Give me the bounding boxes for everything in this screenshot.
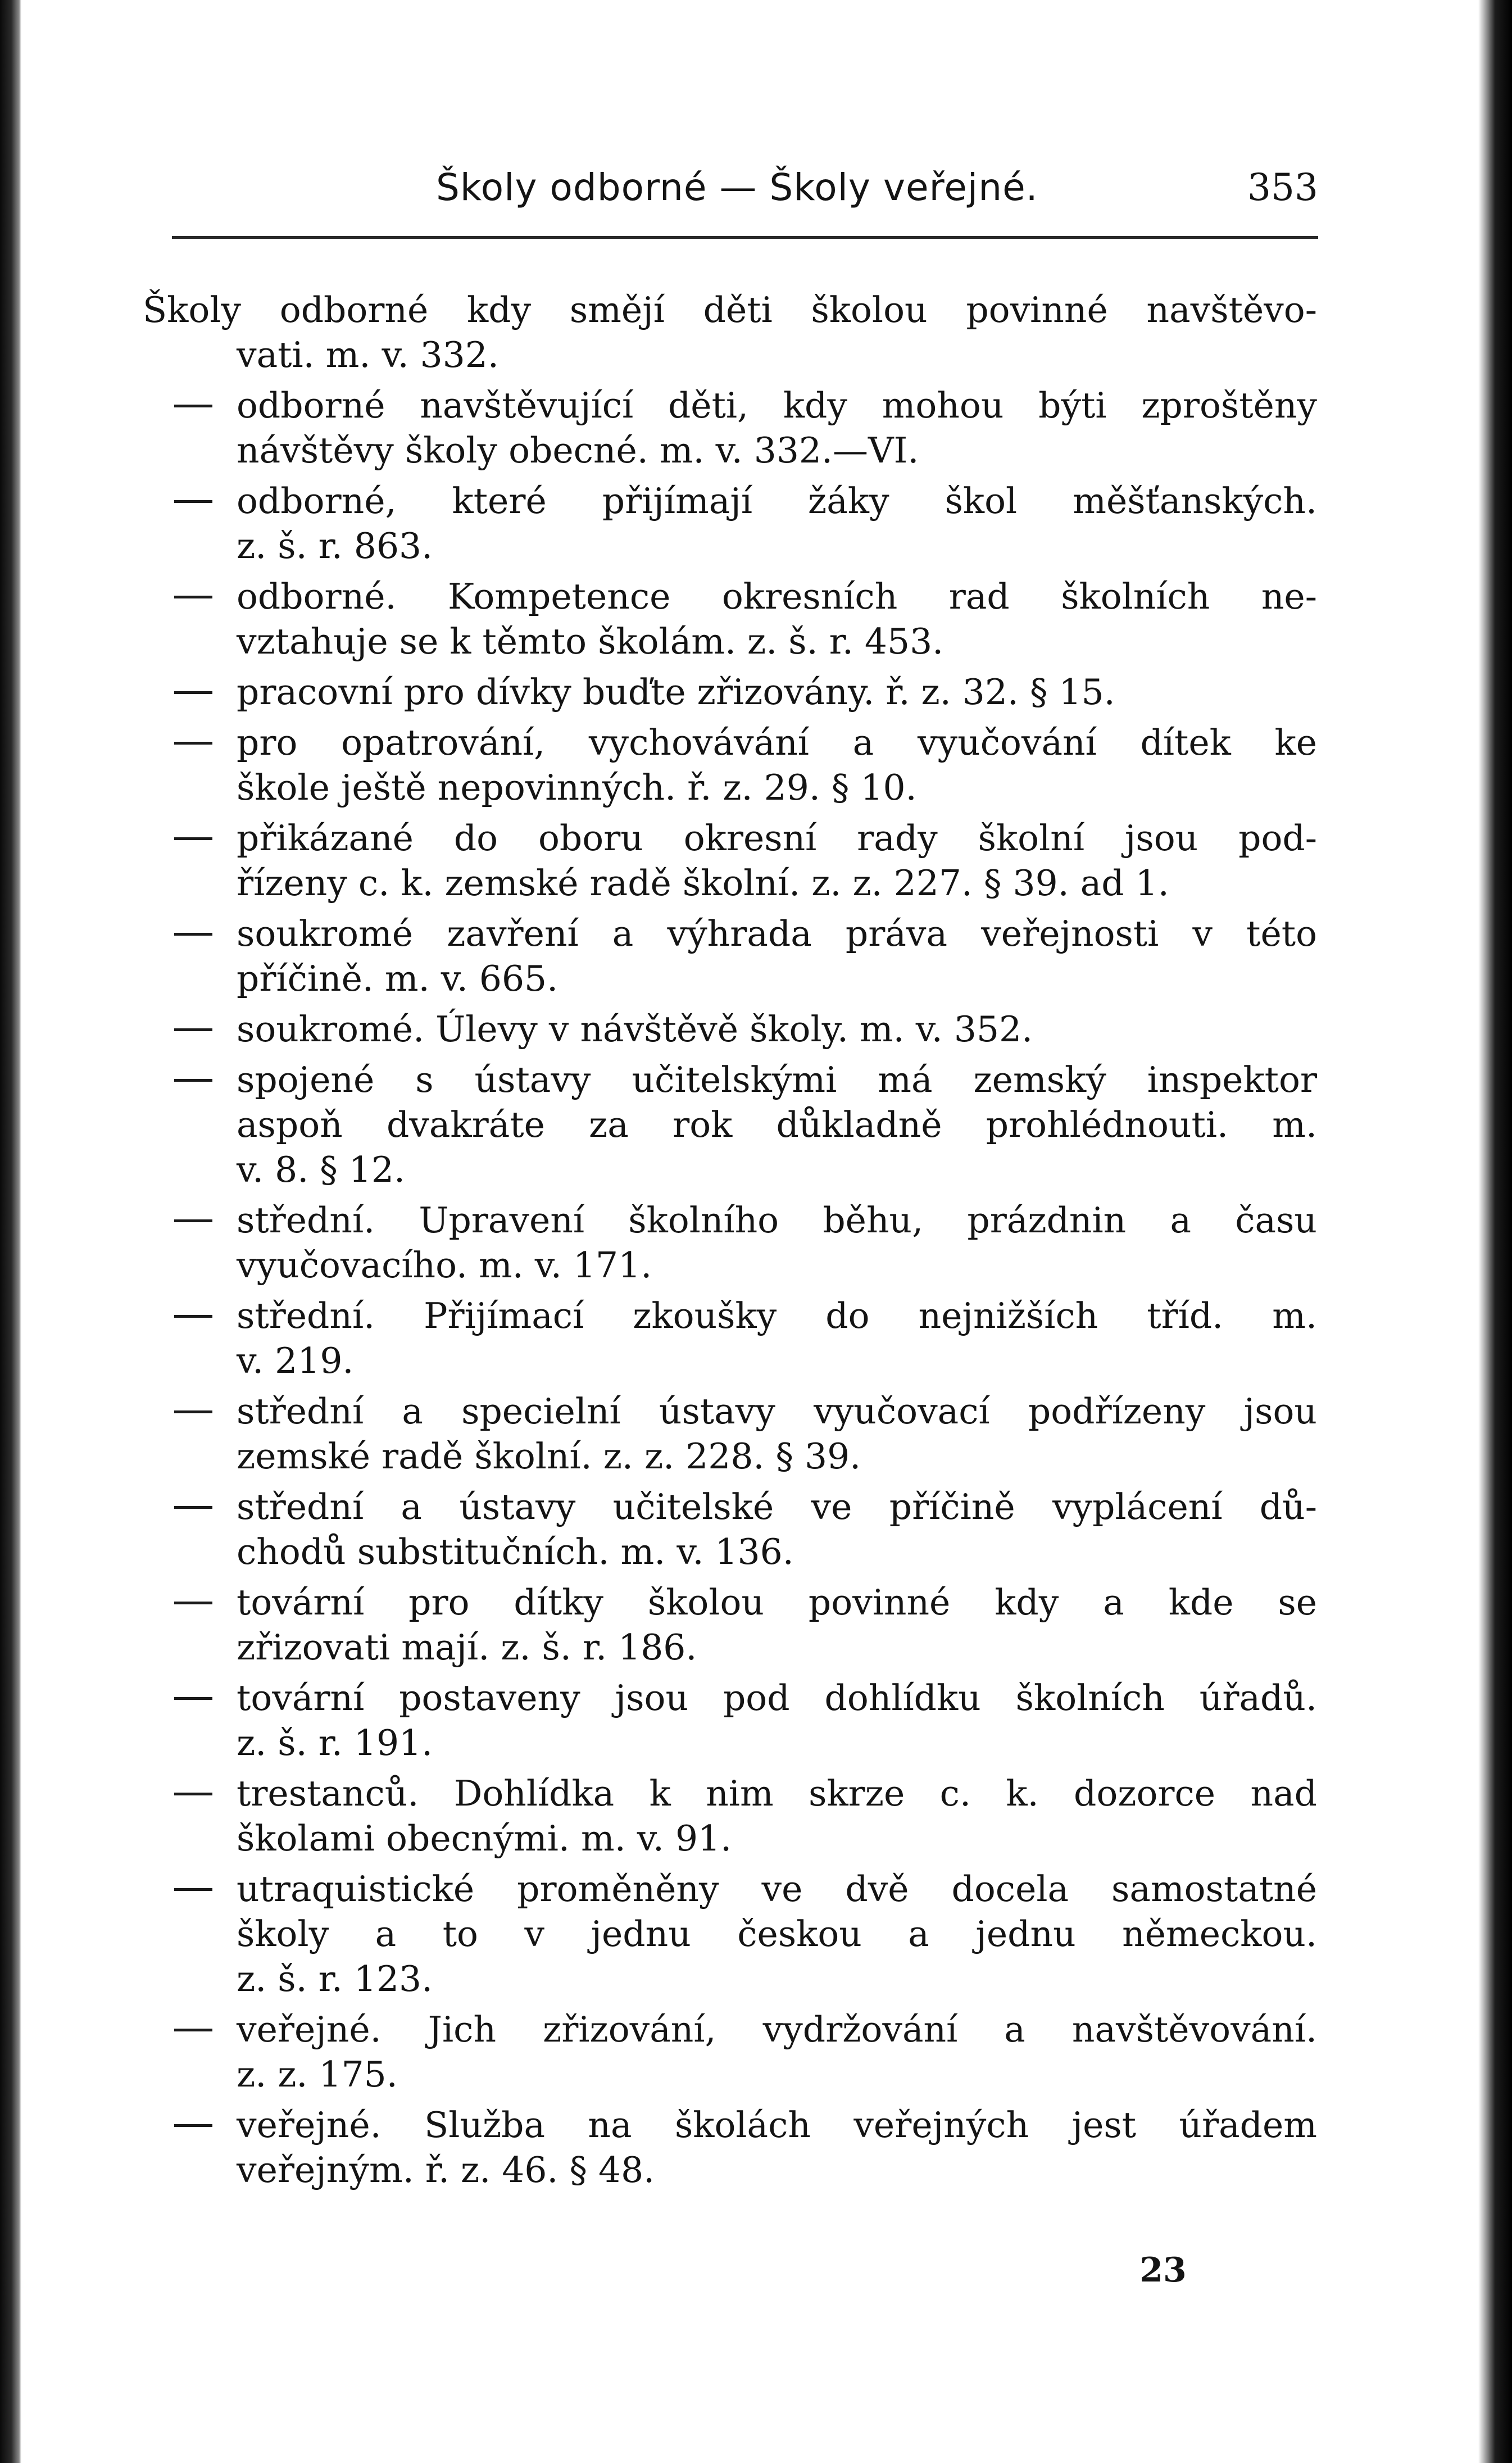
entry-line: řízeny c. k. zemské radě školní. z. z. 227. § 39. ad 1.: [237, 863, 1169, 904]
entry-dash: [174, 1793, 212, 1795]
entry-line: z. š. r. 863.: [237, 525, 433, 566]
index-entry: [0, 288, 1512, 378]
entry-line: z. š. r. 123.: [237, 1958, 433, 1999]
entry-line: spojené s ústavy učitelskými má zemský inspektor: [237, 1059, 1317, 1100]
entry-dash: [174, 1028, 212, 1031]
entry-dash: [174, 837, 212, 840]
entry-dash: [174, 1315, 212, 1318]
entry-dash: [174, 1506, 212, 1509]
header-rule: [172, 236, 1318, 239]
index-entry: [0, 2007, 1512, 2097]
entry-dash: [174, 405, 212, 407]
index-entry: [0, 574, 1512, 664]
index-entry: [0, 383, 1512, 473]
entry-line: střední. Upravení školního běhu, prázdnin a času: [237, 1200, 1317, 1241]
page-number: 353: [1247, 166, 1318, 209]
entry-line: utraquistické proměněny ve dvě docela samostatné: [237, 1868, 1317, 1909]
entry-line: vztahuje se k těmto školám. z. š. r. 453.: [237, 621, 944, 662]
index-entry: [0, 1389, 1512, 1479]
entry-dash: [174, 1697, 212, 1700]
entry-dash: [174, 1079, 212, 1082]
entry-dash: [174, 933, 212, 936]
entry-line: tovární pro dítky školou povinné kdy a kde se: [237, 1582, 1317, 1623]
entry-line: zřizovati mají. z. š. r. 186.: [237, 1627, 697, 1668]
entry-dash: [174, 1888, 212, 1891]
entry-line: odborné. Kompetence okresních rad školních ne-: [237, 576, 1317, 617]
entry-dash: [174, 742, 212, 745]
entry-dash: [174, 2029, 212, 2031]
entry-line: přikázané do oboru okresní rady školní jsou pod-: [237, 818, 1317, 859]
index-entry: [0, 1485, 1512, 1575]
entry-dash: [174, 691, 212, 694]
entry-line: z. š. r. 191.: [237, 1722, 433, 1763]
entry-line: vati. m. v. 332.: [237, 334, 499, 375]
index-entry: [0, 1294, 1512, 1384]
entry-line: veřejné. Jich zřizování, vydržování a navštěvování.: [237, 2009, 1317, 2050]
entry-line: odborné, které přijímají žáky škol měšťanských.: [237, 480, 1317, 521]
entry-line: pracovní pro dívky buďte zřizovány. ř. z. 32. § 15.: [237, 672, 1115, 713]
entry-line: střední. Přijímací zkoušky do nejnižších tříd. m.: [237, 1295, 1317, 1336]
entry-line: střední a specielní ústavy vyučovací podřízeny jsou: [237, 1391, 1317, 1432]
index-entry: [0, 1007, 1512, 1052]
entry-line: tovární postaveny jsou pod dohlídku školních úřadů.: [237, 1677, 1317, 1718]
index-entry: [0, 479, 1512, 569]
entry-dash: [174, 500, 212, 503]
entry-line: školy a to v jednu českou a jednu německou.: [237, 1913, 1317, 1954]
index-entry: [0, 1198, 1512, 1288]
entry-line: chodů substitučních. m. v. 136.: [237, 1531, 794, 1572]
index-entry: [0, 1867, 1512, 2002]
entry-dash: [174, 596, 212, 598]
index-entry: [0, 911, 1512, 1001]
entry-dash: [174, 1602, 212, 1604]
entry-dash: [174, 2124, 212, 2127]
entry-line: zemské radě školní. z. z. 228. § 39.: [237, 1436, 861, 1477]
entry-line: pro opatrování, vychovávání a vyučování dítek ke: [237, 722, 1317, 763]
signature-mark: 23: [1139, 2251, 1187, 2290]
entry-line: vyučovacího. m. v. 171.: [237, 1245, 652, 1286]
entry-line: školami obecnými. m. v. 91.: [237, 1818, 732, 1859]
entry-line: trestanců. Dohlídka k nim skrze c. k. dozorce nad: [237, 1773, 1317, 1814]
index-entry: [0, 670, 1512, 715]
entry-line: v. 8. § 12.: [237, 1149, 406, 1190]
entry-line: z. z. 175.: [237, 2054, 398, 2095]
entry-dash: [174, 1219, 212, 1222]
entry-line: střední a ústavy učitelské ve příčině vyplácení dů-: [237, 1486, 1317, 1527]
entry-line: soukromé zavření a výhrada práva veřejnosti v této: [237, 913, 1317, 954]
entry-line: aspoň dvakráte za rok důkladně prohlédnouti. m.: [237, 1104, 1317, 1145]
index-entry: [0, 2103, 1512, 2193]
index-entry: [0, 1676, 1512, 1766]
entry-line: soukromé. Úlevy v návštěvě školy. m. v. 352.: [237, 1009, 1033, 1050]
entry-line: veřejné. Služba na školách veřejných jest úřadem: [237, 2104, 1317, 2146]
entry-line: příčině. m. v. 665.: [237, 958, 559, 999]
page-header: [0, 160, 1512, 216]
entry-line: veřejným. ř. z. 46. § 48.: [237, 2149, 655, 2190]
index-entry: [0, 1771, 1512, 1861]
index-entry: [0, 816, 1512, 906]
entry-line: v. 219.: [237, 1340, 354, 1381]
running-head: Školy odborné — Školy veřejné.: [436, 166, 1038, 209]
index-entries: [0, 288, 1512, 2193]
entry-line: škole ještě nepovinných. ř. z. 29. § 10.: [237, 767, 917, 808]
index-entry: [0, 720, 1512, 810]
index-entry: [0, 1580, 1512, 1670]
entry-line: Školy odborné kdy smějí děti školou povinné navštěvo-: [143, 289, 1317, 330]
entry-line: odborné navštěvující děti, kdy mohou býti zproštěny: [237, 385, 1317, 426]
entry-dash: [174, 1410, 212, 1413]
entry-line: návštěvy školy obecné. m. v. 332.—VI.: [237, 430, 919, 471]
index-entry: [0, 1058, 1512, 1192]
